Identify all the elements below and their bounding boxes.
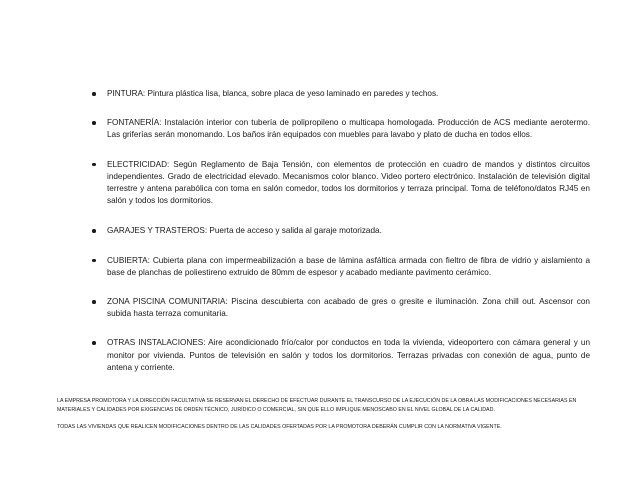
spec-text: FONTANERÍA: Instalación interior con tubería de polipropileno o multicapa homologada. Producción de ACS mediante aerotermo. Las griferías serán monomando. Los baños irán equipados con muebles para lavabo y plato de ducha en todos ellos. bbox=[107, 118, 590, 140]
bullet-icon bbox=[92, 92, 96, 96]
bullet-icon bbox=[92, 259, 96, 263]
spec-text: OTRAS INSTALACIONES: Aire acondicionado frío/calor por conductos en toda la vivienda, videoportero con cámara general y un monitor por vivienda. Puntos de televisión en salón y todos los dormitorios. Terrazas privadas con conexión de agua, punto de antena y corriente. bbox=[107, 338, 590, 372]
spec-item-garajes bbox=[92, 225, 590, 237]
disclaimer-modifications: LA EMPRESA PROMOTORA Y LA DIRECCIÓN FACULTATIVA SE RESERVAN EL DERECHO DE EFECTUAR DURANTE EL TRANSCURSO DE LA EJECUCIÓN DE LA OBRA LAS MODIFICACIONES NECESARIAS EN MATERIALES Y CALIDADES POR EXIGENCIAS DE ORDEN TÉCNICO, JURÍDICO O COMERCIAL, SIN QUE ELLO IMPLIQUE MENOSCABO EN EL NIVEL GLOBAL DE LA CALIDAD. bbox=[57, 398, 577, 413]
spec-text: GARAJES Y TRASTEROS: Puerta de acceso y salida al garaje motorizada. bbox=[107, 226, 382, 236]
spec-item-cubierta bbox=[92, 255, 590, 279]
disclaimer-regulations: TODAS LAS VIVIENDAS QUE REALICEN MODIFICACIONES DENTRO DE LAS CALIDADES OFERTADAS POR LA PROMOTORA DEBERÁN CUMPLIR CON LA NORMATIVA VIGENTE. bbox=[57, 424, 502, 430]
spec-text: PINTURA: Pintura plástica lisa, blanca, sobre placa de yeso laminado en paredes y techos. bbox=[107, 89, 439, 98]
spec-item-piscina bbox=[92, 296, 590, 320]
spec-text: CUBIERTA: Cubierta plana con impermeabilización a base de lámina asfáltica armada con fieltro de fibra de vidrio y aislamiento a base de planchas de poliestireno extruido de 80mm de espesor y acabado mediante pavimento cerámico. bbox=[107, 255, 590, 277]
bullet-icon bbox=[92, 121, 96, 125]
specifications-list bbox=[92, 88, 590, 374]
bullet-icon bbox=[92, 341, 96, 345]
bullet-icon bbox=[92, 300, 96, 304]
spec-item-pintura bbox=[92, 88, 590, 100]
bullet-icon bbox=[92, 163, 96, 167]
spec-text: ZONA PISCINA COMUNITARIA: Piscina descubierta con acabado de gres o gresite e iluminación. Zona chill out. Ascensor con subida hasta terraza comunitaria. bbox=[107, 297, 590, 319]
spec-text: ELECTRICIDAD: Según Reglamento de Baja Tensión, con elementos de protección en cuadro de mandos y distintos circuitos independientes. Grado de electricidad elevado. Mecanismos color blanco. Video portero electrónico. Instalación de televisión digital terrestre y antena parabólica con toma en salón comedor, todos los dormitorios y terraza principal. Toma de teléfono/datos RJ45 en salón y todos los dormitorios. bbox=[107, 159, 590, 206]
spec-item-fontaneria bbox=[92, 117, 590, 141]
spec-item-electricidad bbox=[92, 159, 590, 208]
bullet-icon bbox=[92, 229, 96, 233]
spec-item-otras-instalaciones bbox=[92, 337, 590, 374]
